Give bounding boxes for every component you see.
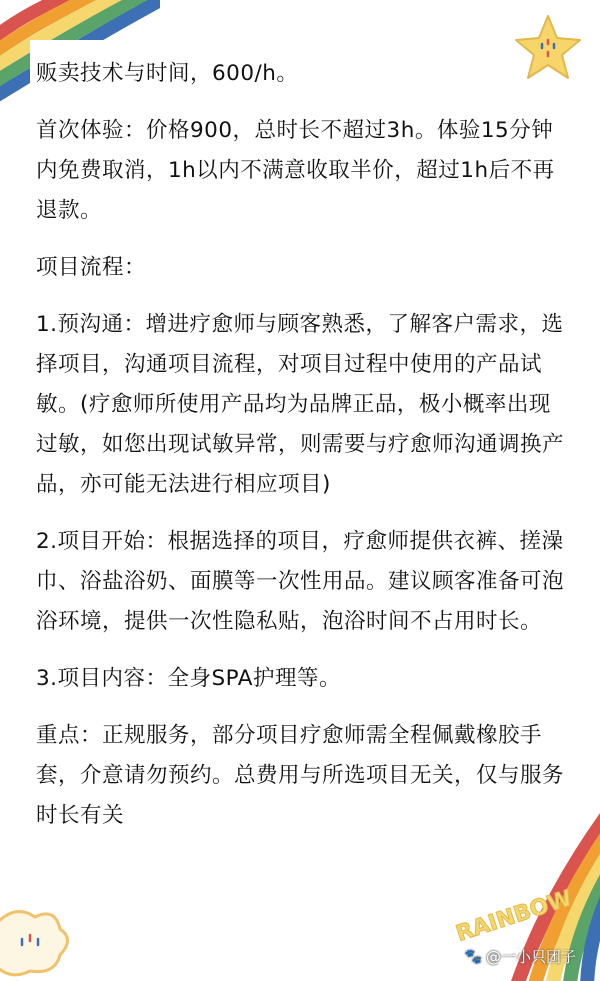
paragraph-first-trial: 首次体验：价格900，总时长不超过3h。体验15分钟内免费取消，1h以内不满意收取半价，超过1h后不再退款。 (36, 118, 555, 223)
paw-icon: 🐾 (464, 948, 482, 965)
rainbow-lettering: RAINBOW (453, 885, 576, 947)
paragraph-process-heading: 项目流程： (36, 255, 147, 280)
watermark-text: @一小只团子 (485, 948, 576, 966)
cloud-doodle-icon (0, 895, 70, 981)
paragraph-step-2: 2.项目开始：根据选择的项目，疗愈师提供衣裤、搓澡巾、浴盐浴奶、面膜等一次性用品。建议顾客准备可泡浴环境，提供一次性隐私贴，泡浴时间不占用时长。 (36, 529, 565, 634)
paragraph-step-3: 3.项目内容：全身SPA护理等。 (36, 666, 341, 691)
paragraph-key-note: 重点：正规服务，部分项目疗愈师需全程佩戴橡胶手套，介意请勿预约。总费用与所选项目无关，仅与服务时长有关 (36, 723, 565, 828)
paragraph-price: 贩卖技术与时间，600/h。 (36, 61, 299, 86)
watermark (465, 946, 576, 967)
paragraph-step-1: 1.预沟通：增进疗愈师与顾客熟悉，了解客户需求，选择项目，沟通项目流程，对项目过程中使用的产品试敏。(疗愈师所使用产品均为品牌正品，极小概率出现过敏，如您出现试敏异常，则需要与疗愈师沟通调换产品，亦可能无法进行相应项目) (36, 312, 565, 497)
